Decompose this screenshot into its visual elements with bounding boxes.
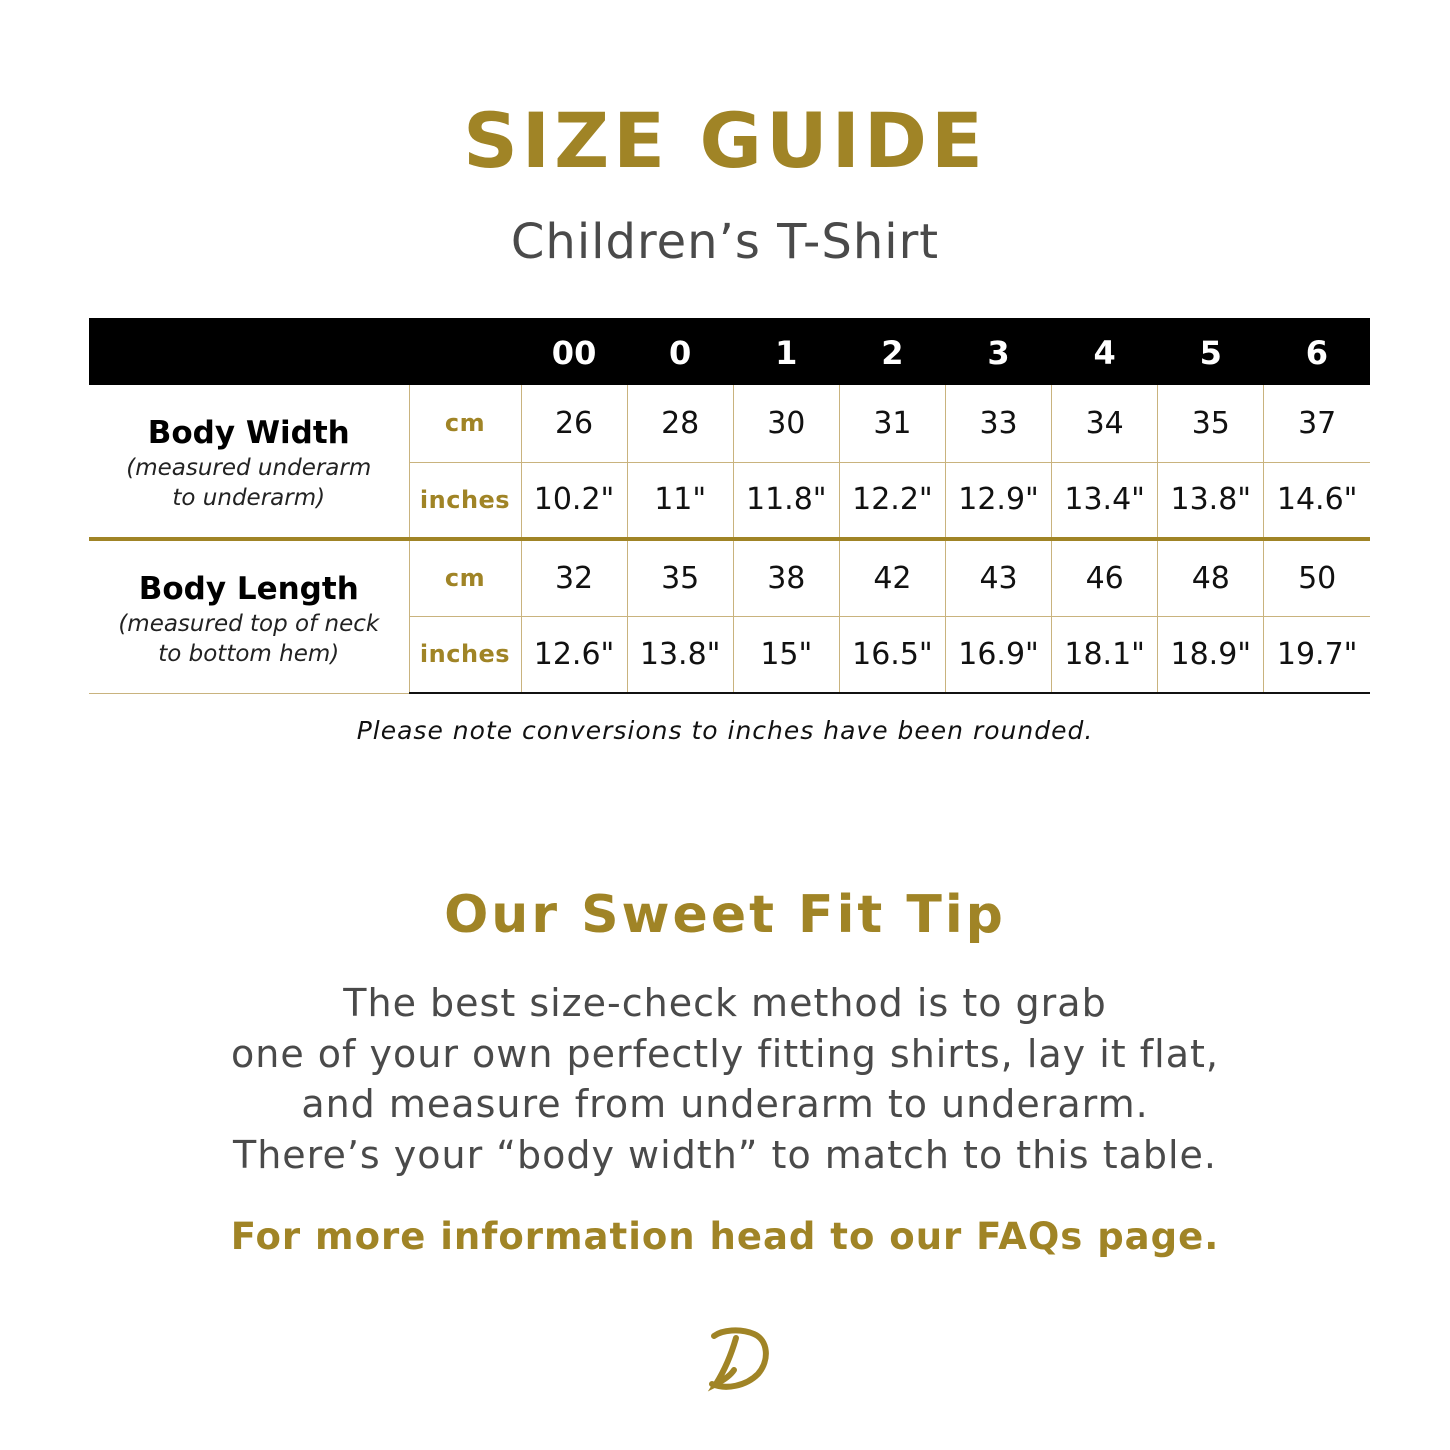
measurement-label-cell [89, 539, 409, 693]
measurement-description: to underarm) [172, 485, 326, 511]
size-value: 31 [839, 385, 945, 462]
header-blank-cell [89, 318, 409, 385]
faq-link[interactable]: For more information head to our FAQs page. [230, 1215, 1220, 1258]
size-value: 13.8" [1158, 462, 1264, 539]
table-row [89, 385, 1370, 462]
unit-label: inches [409, 616, 521, 693]
size-table [89, 318, 1370, 694]
tip-line: The best size-check method is to grab [343, 981, 1107, 1025]
measurement-description: to bottom hem) [158, 640, 340, 667]
size-header: 4 [1052, 318, 1158, 385]
size-value: 50 [1264, 539, 1370, 616]
size-value: 32 [521, 539, 627, 616]
size-value: 15" [733, 616, 839, 693]
measurement-description: (measured underarm [126, 455, 372, 481]
measurement-name: Body Width [147, 415, 350, 451]
tip-line: There’s your “body width” to match to this table. [232, 1132, 1218, 1177]
measurement-label-cell [89, 385, 409, 539]
tip-line: one of your own perfectly fitting shirts, lay it flat, [231, 1031, 1219, 1076]
size-value: 16.5" [839, 616, 945, 693]
size-value: 48 [1158, 539, 1264, 616]
size-value: 11.8" [733, 462, 839, 539]
size-header: 3 [946, 318, 1052, 385]
script-d-logo-icon [700, 1322, 772, 1394]
rounding-note: Please note conversions to inches have been rounded. [356, 716, 1094, 745]
table-row [89, 539, 1370, 616]
size-value: 10.2" [521, 462, 627, 539]
tip-heading: Our Sweet Fit Tip [444, 885, 1006, 945]
size-value: 12.2" [839, 462, 945, 539]
size-value: 38 [733, 539, 839, 616]
size-value: 35 [627, 539, 733, 616]
measurement-name: Body Length [138, 570, 359, 607]
size-value: 34 [1052, 385, 1158, 462]
size-value: 35 [1158, 385, 1264, 462]
size-value: 19.7" [1264, 616, 1370, 693]
size-value: 30 [733, 385, 839, 462]
size-header: 00 [521, 318, 627, 385]
page-subtitle: Children’s T-Shirt [510, 214, 940, 270]
size-value: 18.9" [1158, 616, 1264, 693]
tip-line: and measure from underarm to underarm. [301, 1082, 1149, 1126]
unit-label: cm [409, 385, 521, 462]
size-value: 13.8" [627, 616, 733, 693]
size-value: 12.9" [946, 462, 1052, 539]
size-value: 43 [946, 539, 1052, 616]
size-header: 6 [1264, 318, 1370, 385]
size-value: 12.6" [521, 616, 627, 693]
size-header-row [89, 318, 1370, 385]
size-value: 13.4" [1052, 462, 1158, 539]
unit-label: inches [409, 462, 521, 539]
size-header: 1 [733, 318, 839, 385]
measurement-description: (measured top of neck [118, 610, 380, 637]
size-value: 33 [946, 385, 1052, 462]
tip-body [0, 978, 1450, 1180]
size-header: 5 [1158, 318, 1264, 385]
size-value: 18.1" [1052, 616, 1158, 693]
unit-label: cm [409, 539, 521, 616]
page-title: SIZE GUIDE [463, 96, 987, 185]
size-value: 46 [1052, 539, 1158, 616]
size-value: 42 [839, 539, 945, 616]
header-blank-cell [409, 318, 521, 385]
size-header: 0 [627, 318, 733, 385]
size-header: 2 [839, 318, 945, 385]
size-value: 28 [627, 385, 733, 462]
size-value: 26 [521, 385, 627, 462]
size-value: 16.9" [946, 616, 1052, 693]
size-value: 11" [627, 462, 733, 539]
size-value: 14.6" [1264, 462, 1370, 539]
size-value: 37 [1264, 385, 1370, 462]
